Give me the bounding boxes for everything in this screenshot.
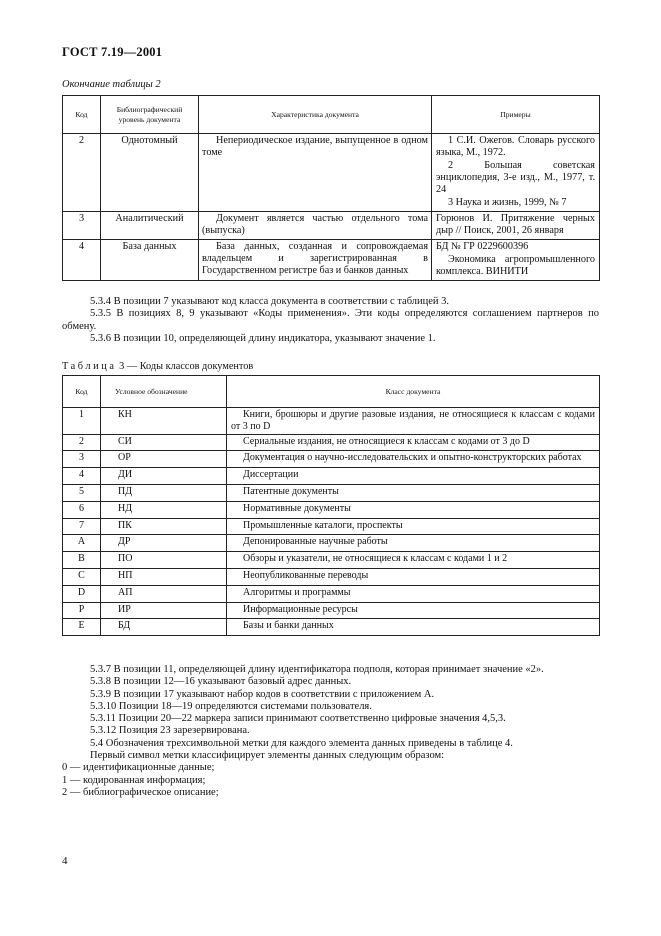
table3-code: В xyxy=(63,552,101,569)
table3-code: Е xyxy=(63,619,101,636)
table-row xyxy=(63,408,600,435)
table3-code: 7 xyxy=(63,518,101,535)
table2-example: Экономика агропромышленного комплекса. ВИНИТИ xyxy=(436,254,595,277)
table2-examples xyxy=(432,134,600,212)
table3-header-code: Код xyxy=(63,376,101,408)
list-item: 1 — кодированная информация; xyxy=(62,774,206,786)
page-number: 4 xyxy=(62,855,68,867)
table3-class: Информационные ресурсы xyxy=(227,602,600,619)
paragraph: 5.3.7 В позиции 11, определяющей длину идентификатора подполя, которая принимает значение «2». xyxy=(90,664,544,675)
table3-symbol: ПО xyxy=(101,552,227,569)
table3-code: Р xyxy=(63,602,101,619)
table2-code: 2 xyxy=(63,134,101,212)
table3-caption-text: 3 — Коды классов документов xyxy=(119,361,254,372)
table3-class: Патентные документы xyxy=(227,484,600,501)
table3-class: Нормативные документы xyxy=(227,501,600,518)
table-row xyxy=(63,602,600,619)
table3-symbol: БД xyxy=(101,619,227,636)
table2-header-code: Код xyxy=(63,96,101,134)
paragraph: 5.3.8 В позиции 12—16 указывают базовый адрес данных. xyxy=(90,676,352,688)
table2-caption: Окончание таблицы 2 xyxy=(62,79,161,90)
paragraph: 5.4 Обозначения трехсимвольной метки для каждого элемента данных приведены в таблице 4. xyxy=(90,737,513,749)
table-row xyxy=(63,585,600,602)
table-row xyxy=(63,552,600,569)
paragraph: 5.3.6 В позиции 10, определяющей длину индикатора, указывают значение 1. xyxy=(90,332,436,344)
table3-code: 2 xyxy=(63,434,101,451)
table3-header-row xyxy=(63,376,600,408)
table3-class: Документация о научно-исследовательских и опытно-конструкторских работах xyxy=(227,451,600,468)
table2-level: Однотомный xyxy=(101,134,199,212)
table3-symbol: ОР xyxy=(101,451,227,468)
paragraph: 5.3.5 В позициях 8, 9 указывают «Коды применения». Эти коды определяются соглашением партнеров по обмену. xyxy=(62,308,599,332)
table3-code: 5 xyxy=(63,484,101,501)
table2-example: Горюнов И. Притяжение черных дыр // Поиск, 2001, 26 января xyxy=(436,213,595,236)
table3-symbol: СИ xyxy=(101,434,227,451)
list-item: 0 — идентификационные данные; xyxy=(62,762,215,774)
table3-class: Сериальные издания, не относящиеся к классам с кодами от 3 до D xyxy=(227,434,600,451)
table2-char: Непериодическое издание, выпущенное в одном томе xyxy=(199,134,432,212)
table3-symbol: ПК xyxy=(101,518,227,535)
table3-code: С xyxy=(63,568,101,585)
table2-char: Документ является частью отдельного тома (выпуска) xyxy=(199,212,432,240)
table3-symbol: НД xyxy=(101,501,227,518)
table2-example: 2 Большая советская энциклопедия, 3-е изд., М., 1977, т. 24 xyxy=(436,160,595,195)
table2-level: База данных xyxy=(101,240,199,281)
table3-class: Книги, брошюры и другие разовые издания, не относящиеся к классам с кодами от 3 по D xyxy=(227,408,600,435)
table3-class: Обзоры и указатели, не относящиеся к классам с кодами 1 и 2 xyxy=(227,552,600,569)
paragraph: 5.3.11 Позиции 20—22 маркера записи принимают соответственно цифровые значения 4,5,3. xyxy=(90,713,506,725)
table-2 xyxy=(62,95,600,281)
table2-examples xyxy=(432,212,600,240)
table-row xyxy=(63,451,600,468)
table-row xyxy=(63,535,600,552)
paragraph: 5.3.10 Позиции 18—19 определяются системами пользователя. xyxy=(90,700,372,712)
table3-code: 3 xyxy=(63,451,101,468)
table2-header-row xyxy=(63,96,600,134)
table2-examples xyxy=(432,240,600,281)
table3-code: 6 xyxy=(63,501,101,518)
table2-code: 4 xyxy=(63,240,101,281)
paragraph: 5.3.12 Позиция 23 зарезервирована. xyxy=(90,725,250,737)
table3-class: Депонированные научные работы xyxy=(227,535,600,552)
table3-class: Неопубликованные переводы xyxy=(227,568,600,585)
table3-header-symbol: Условное обозначение xyxy=(101,376,227,408)
table3-symbol: КН xyxy=(101,408,227,435)
table2-example: 1 С.И. Ожегов. Словарь русского языка, М., 1972. xyxy=(436,135,595,158)
table3-symbol: НП xyxy=(101,568,227,585)
table-row xyxy=(63,212,600,240)
table2-example: 3 Наука и жизнь, 1999, № 7 xyxy=(448,197,567,208)
table-row xyxy=(63,619,600,636)
table2-header-examples: Примеры xyxy=(432,96,600,134)
table3-code: 4 xyxy=(63,468,101,485)
table3-code: D xyxy=(63,585,101,602)
table-row xyxy=(63,484,600,501)
table2-example: БД № ГР 0229600396 xyxy=(436,241,529,252)
table3-symbol: ДИ xyxy=(101,468,227,485)
table-row xyxy=(63,568,600,585)
table3-code: А xyxy=(63,535,101,552)
section-5-3-4-to-6 xyxy=(62,296,599,345)
table3-class: Базы и банки данных xyxy=(227,619,600,636)
paragraph: 5.3.4 В позиции 7 указывают код класса документа в соответствии с таблицей 3. xyxy=(90,296,450,307)
table3-class: Алгоритмы и программы xyxy=(227,585,600,602)
table-row xyxy=(63,240,600,281)
table-row xyxy=(63,501,600,518)
table-row xyxy=(63,518,600,535)
table3-symbol: ИР xyxy=(101,602,227,619)
list-item: 2 — библиографическое описание; xyxy=(62,786,219,798)
table-row xyxy=(63,134,600,212)
table2-level: Аналитический xyxy=(101,212,199,240)
section-5-3-7-to-5-4 xyxy=(62,664,599,799)
table3-class: Промышленные каталоги, проспекты xyxy=(227,518,600,535)
table2-header-char: Характеристика документа xyxy=(199,96,432,134)
table3-symbol: АП xyxy=(101,585,227,602)
table-row xyxy=(63,434,600,451)
table-3 xyxy=(62,375,600,636)
table2-code: 3 xyxy=(63,212,101,240)
table2-header-level: Библиографический уровень документа xyxy=(101,96,199,134)
paragraph: Первый символ метки классифицирует элементы данных следующим образом: xyxy=(90,750,445,762)
document-header: ГОСТ 7.19—2001 xyxy=(62,45,163,59)
table-row xyxy=(63,468,600,485)
table3-caption-word: Таблица xyxy=(62,361,117,372)
table3-header-class: Класс документа xyxy=(227,376,600,408)
table3-caption xyxy=(62,361,253,372)
table3-symbol: ДР xyxy=(101,535,227,552)
table3-symbol: ПД xyxy=(101,484,227,501)
table3-class: Диссертации xyxy=(227,468,600,485)
paragraph: 5.3.9 В позиции 17 указывают набор кодов в соответствии с приложением А. xyxy=(90,688,435,700)
table2-char: База данных, созданная и сопровождаемая владельцем и зарегистрированная в Государственном регистре баз и банков данных xyxy=(199,240,432,281)
table3-code: 1 xyxy=(63,408,101,435)
